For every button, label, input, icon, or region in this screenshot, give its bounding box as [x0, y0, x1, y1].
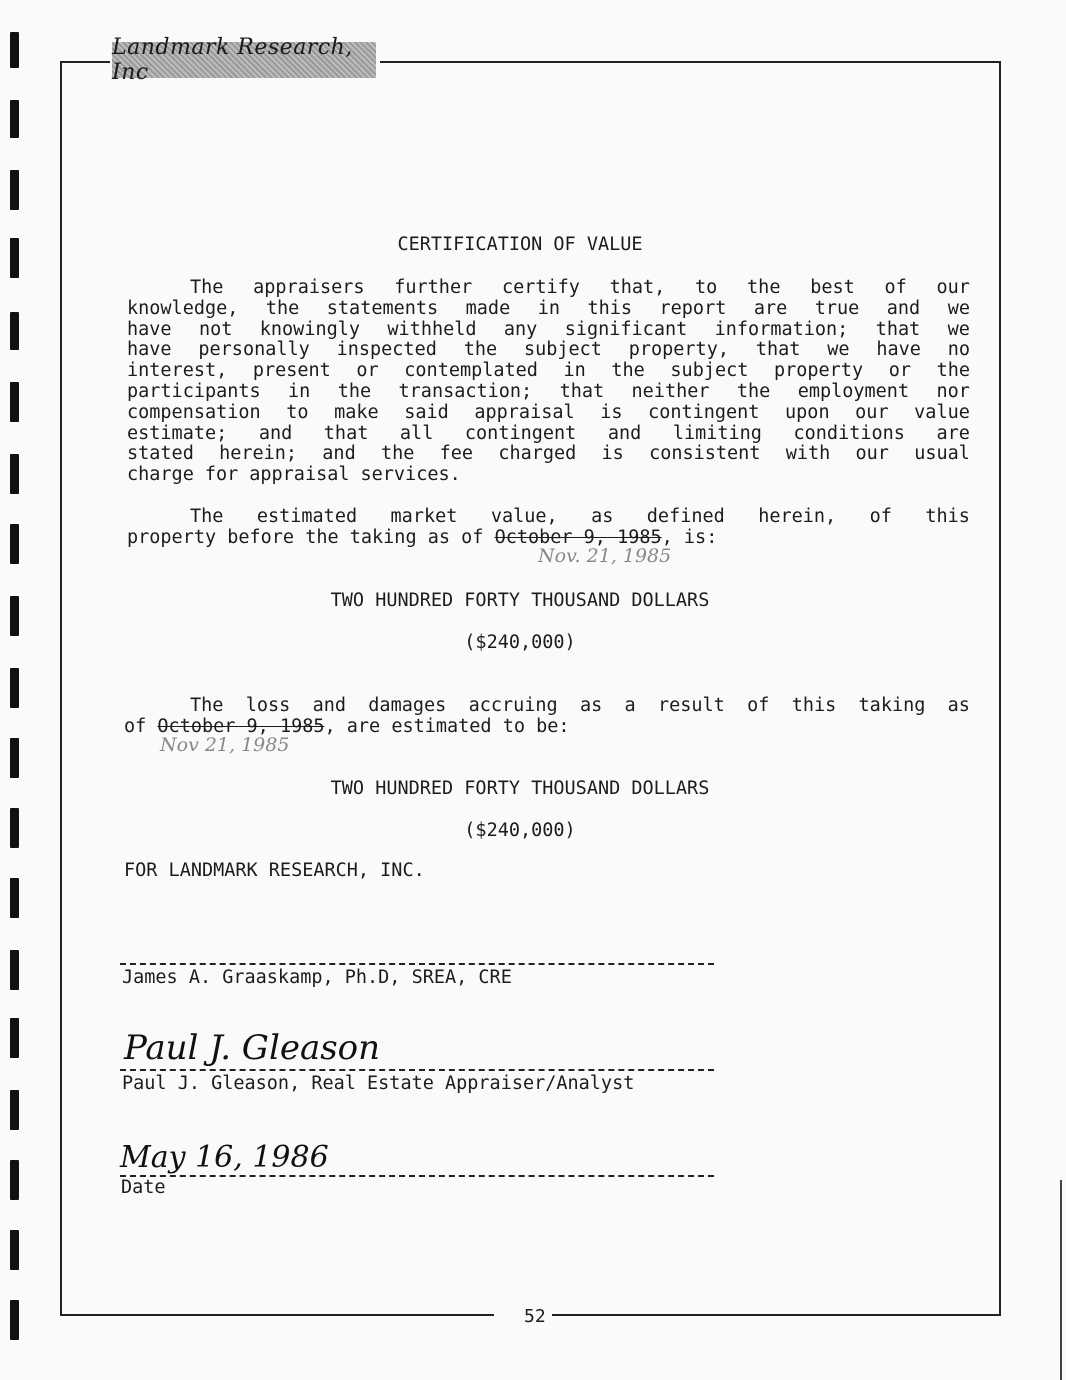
word: The — [190, 506, 224, 527]
word: consistent — [649, 443, 761, 465]
word: certify — [501, 277, 580, 298]
word: the — [265, 297, 300, 319]
damages-line-1 — [127, 696, 970, 717]
word: the — [380, 443, 415, 465]
word: as — [579, 695, 603, 716]
word: herein, — [758, 506, 837, 527]
word: for — [204, 464, 239, 486]
paragraph-line — [127, 278, 970, 299]
word: property — [773, 360, 864, 382]
word: the — [747, 277, 781, 298]
word: all — [399, 422, 434, 444]
word: stated — [127, 443, 194, 465]
word: said — [404, 401, 449, 423]
paragraph-line — [127, 444, 970, 465]
paragraph-line — [127, 340, 970, 361]
paragraph-line — [127, 361, 970, 382]
word: that — [559, 380, 605, 402]
word: conditions — [793, 422, 905, 444]
word: we — [827, 339, 850, 361]
word: to — [695, 277, 718, 298]
word: we — [947, 318, 970, 340]
signature-line-1 — [120, 963, 714, 965]
frame-top-right — [380, 61, 1001, 63]
damages-line-2: of October 9, 1985, are estimated to be: — [124, 715, 570, 737]
word: as — [947, 695, 970, 716]
word: and — [607, 422, 642, 444]
word: we — [947, 297, 970, 319]
word: employment — [797, 380, 910, 402]
value-figure: ($240,000) — [464, 632, 576, 653]
word: have — [127, 318, 172, 340]
handwritten-date: May 16, 1986 — [120, 1140, 329, 1175]
signer-2-name: Paul J. Gleason, Real Estate Appraiser/Analyst — [122, 1073, 635, 1094]
word: services. — [360, 464, 461, 486]
word: have — [127, 339, 172, 361]
word: a — [624, 695, 636, 716]
word: the — [736, 380, 771, 402]
date-label: Date — [121, 1177, 166, 1198]
value-words: TWO HUNDRED FORTY THOUSAND DOLLARS — [330, 590, 710, 611]
signature-line-2 — [120, 1069, 714, 1071]
word: nor — [936, 380, 970, 402]
word: The — [190, 277, 224, 298]
word: that — [323, 422, 369, 444]
word: subject — [523, 339, 602, 361]
word: knowledge, — [127, 297, 239, 319]
word: are — [936, 422, 970, 444]
word: participants — [127, 380, 261, 402]
word: the — [936, 360, 970, 382]
word: of — [869, 506, 892, 527]
word: the — [463, 339, 498, 361]
word: transaction; — [398, 380, 533, 402]
word: inspected — [336, 339, 437, 361]
word: withheld — [387, 318, 477, 340]
word: any — [503, 318, 538, 340]
word: our — [855, 443, 889, 465]
word: is — [600, 401, 623, 423]
struck-date: October 9, 1985 — [494, 526, 662, 548]
word: value — [914, 401, 970, 423]
word: in — [288, 380, 311, 402]
date-line — [120, 1175, 714, 1177]
word: accruing — [468, 695, 558, 716]
word: and — [258, 422, 293, 444]
word: with — [785, 443, 831, 465]
word: made — [465, 297, 511, 319]
word: upon — [785, 401, 830, 423]
word: that, — [609, 277, 666, 298]
word: neither — [631, 380, 710, 402]
signer-1-name: James A. Graaskamp, Ph.D, SREA, CRE — [122, 967, 512, 988]
word: information; — [714, 318, 849, 340]
paragraph-line — [127, 320, 970, 341]
word: The — [190, 695, 224, 716]
word: value, — [490, 506, 558, 527]
word: as — [591, 506, 614, 527]
word: market — [390, 506, 458, 527]
word: charged — [498, 443, 577, 465]
frame-bottom-left — [60, 1314, 494, 1316]
word: estimated — [256, 506, 358, 527]
word: and — [322, 443, 356, 465]
word: this — [587, 297, 633, 319]
word: this — [925, 506, 970, 527]
word: or — [888, 360, 911, 382]
word: subject — [670, 360, 749, 382]
handwritten-date-correction: Nov. 21, 1985 — [538, 545, 672, 567]
market-value-line-1 — [127, 507, 970, 528]
damages-value-words: TWO HUNDRED FORTY THOUSAND DOLLARS — [330, 778, 710, 799]
word: result — [657, 695, 725, 716]
company-logo-banner — [112, 35, 376, 85]
word: present — [252, 360, 331, 382]
word: of — [884, 277, 907, 298]
word: the — [337, 380, 372, 402]
firm-line: FOR LANDMARK RESEARCH, INC. — [124, 860, 425, 881]
word: that — [755, 339, 801, 361]
damages-value-figure: ($240,000) — [464, 820, 576, 841]
word: property, — [628, 339, 729, 361]
word: true — [814, 297, 860, 319]
word: not — [198, 318, 233, 340]
word: interest, — [127, 360, 228, 382]
word: in — [563, 360, 586, 382]
paragraph-line — [127, 299, 970, 320]
paragraph-line — [127, 382, 970, 403]
word: contemplated — [404, 360, 538, 382]
binding-holes — [4, 0, 22, 1380]
word: the — [611, 360, 645, 382]
word: taking — [858, 695, 926, 716]
word: our — [936, 277, 970, 298]
word: our — [855, 401, 889, 423]
word: appraisers — [253, 277, 365, 298]
word: further — [394, 277, 473, 298]
word: or — [356, 360, 379, 382]
word: appraisal — [474, 401, 575, 423]
frame-top-left — [60, 61, 110, 63]
handwritten-signature: Paul J. Gleason — [124, 1028, 381, 1068]
page-title: CERTIFICATION OF VALUE — [397, 234, 643, 255]
paragraph-line — [127, 424, 970, 445]
handwritten-date-correction: Nov 21, 1985 — [160, 734, 290, 756]
word: personally — [198, 339, 310, 361]
damages-paragraph — [124, 695, 970, 738]
word: compensation — [127, 401, 261, 423]
word: limiting — [672, 422, 762, 444]
word: that — [875, 318, 921, 340]
word: make — [334, 401, 379, 423]
word: to — [286, 401, 309, 423]
word: knowingly — [259, 318, 361, 340]
word: statements — [326, 297, 439, 319]
logo-text: Landmark Research, Inc — [112, 35, 353, 85]
word: loss — [245, 695, 291, 716]
word: fee — [439, 443, 474, 465]
word: appraisal — [249, 464, 350, 486]
word: report — [659, 297, 727, 319]
word: are — [753, 297, 788, 319]
word: contingent — [648, 401, 760, 423]
market-value-line-2: property before the taking as of October 9, 1985, is: — [127, 526, 718, 548]
word: significant — [564, 318, 688, 340]
word: damages — [368, 695, 447, 716]
word: charge — [127, 464, 194, 486]
frame-bottom-right — [552, 1314, 1001, 1316]
word: defined — [646, 506, 725, 527]
word: in — [537, 297, 560, 319]
word: is — [601, 443, 624, 465]
word: best — [810, 277, 855, 298]
word: usual — [914, 443, 970, 465]
certification-paragraph — [127, 278, 970, 486]
word: no — [947, 339, 970, 361]
word: this — [791, 695, 837, 716]
page-edge — [1060, 1180, 1062, 1380]
page-number: 52 — [524, 1306, 546, 1327]
struck-date: October 9, 1985 — [157, 715, 325, 737]
paragraph-line — [127, 465, 970, 486]
word: and — [312, 695, 346, 716]
word: herein; — [219, 443, 298, 465]
word: have — [876, 339, 921, 361]
paragraph-line — [127, 403, 970, 424]
word: of — [747, 695, 770, 716]
word: and — [886, 297, 921, 319]
market-value-paragraph — [127, 507, 970, 549]
word: contingent — [464, 422, 577, 444]
word: estimate; — [127, 422, 228, 444]
